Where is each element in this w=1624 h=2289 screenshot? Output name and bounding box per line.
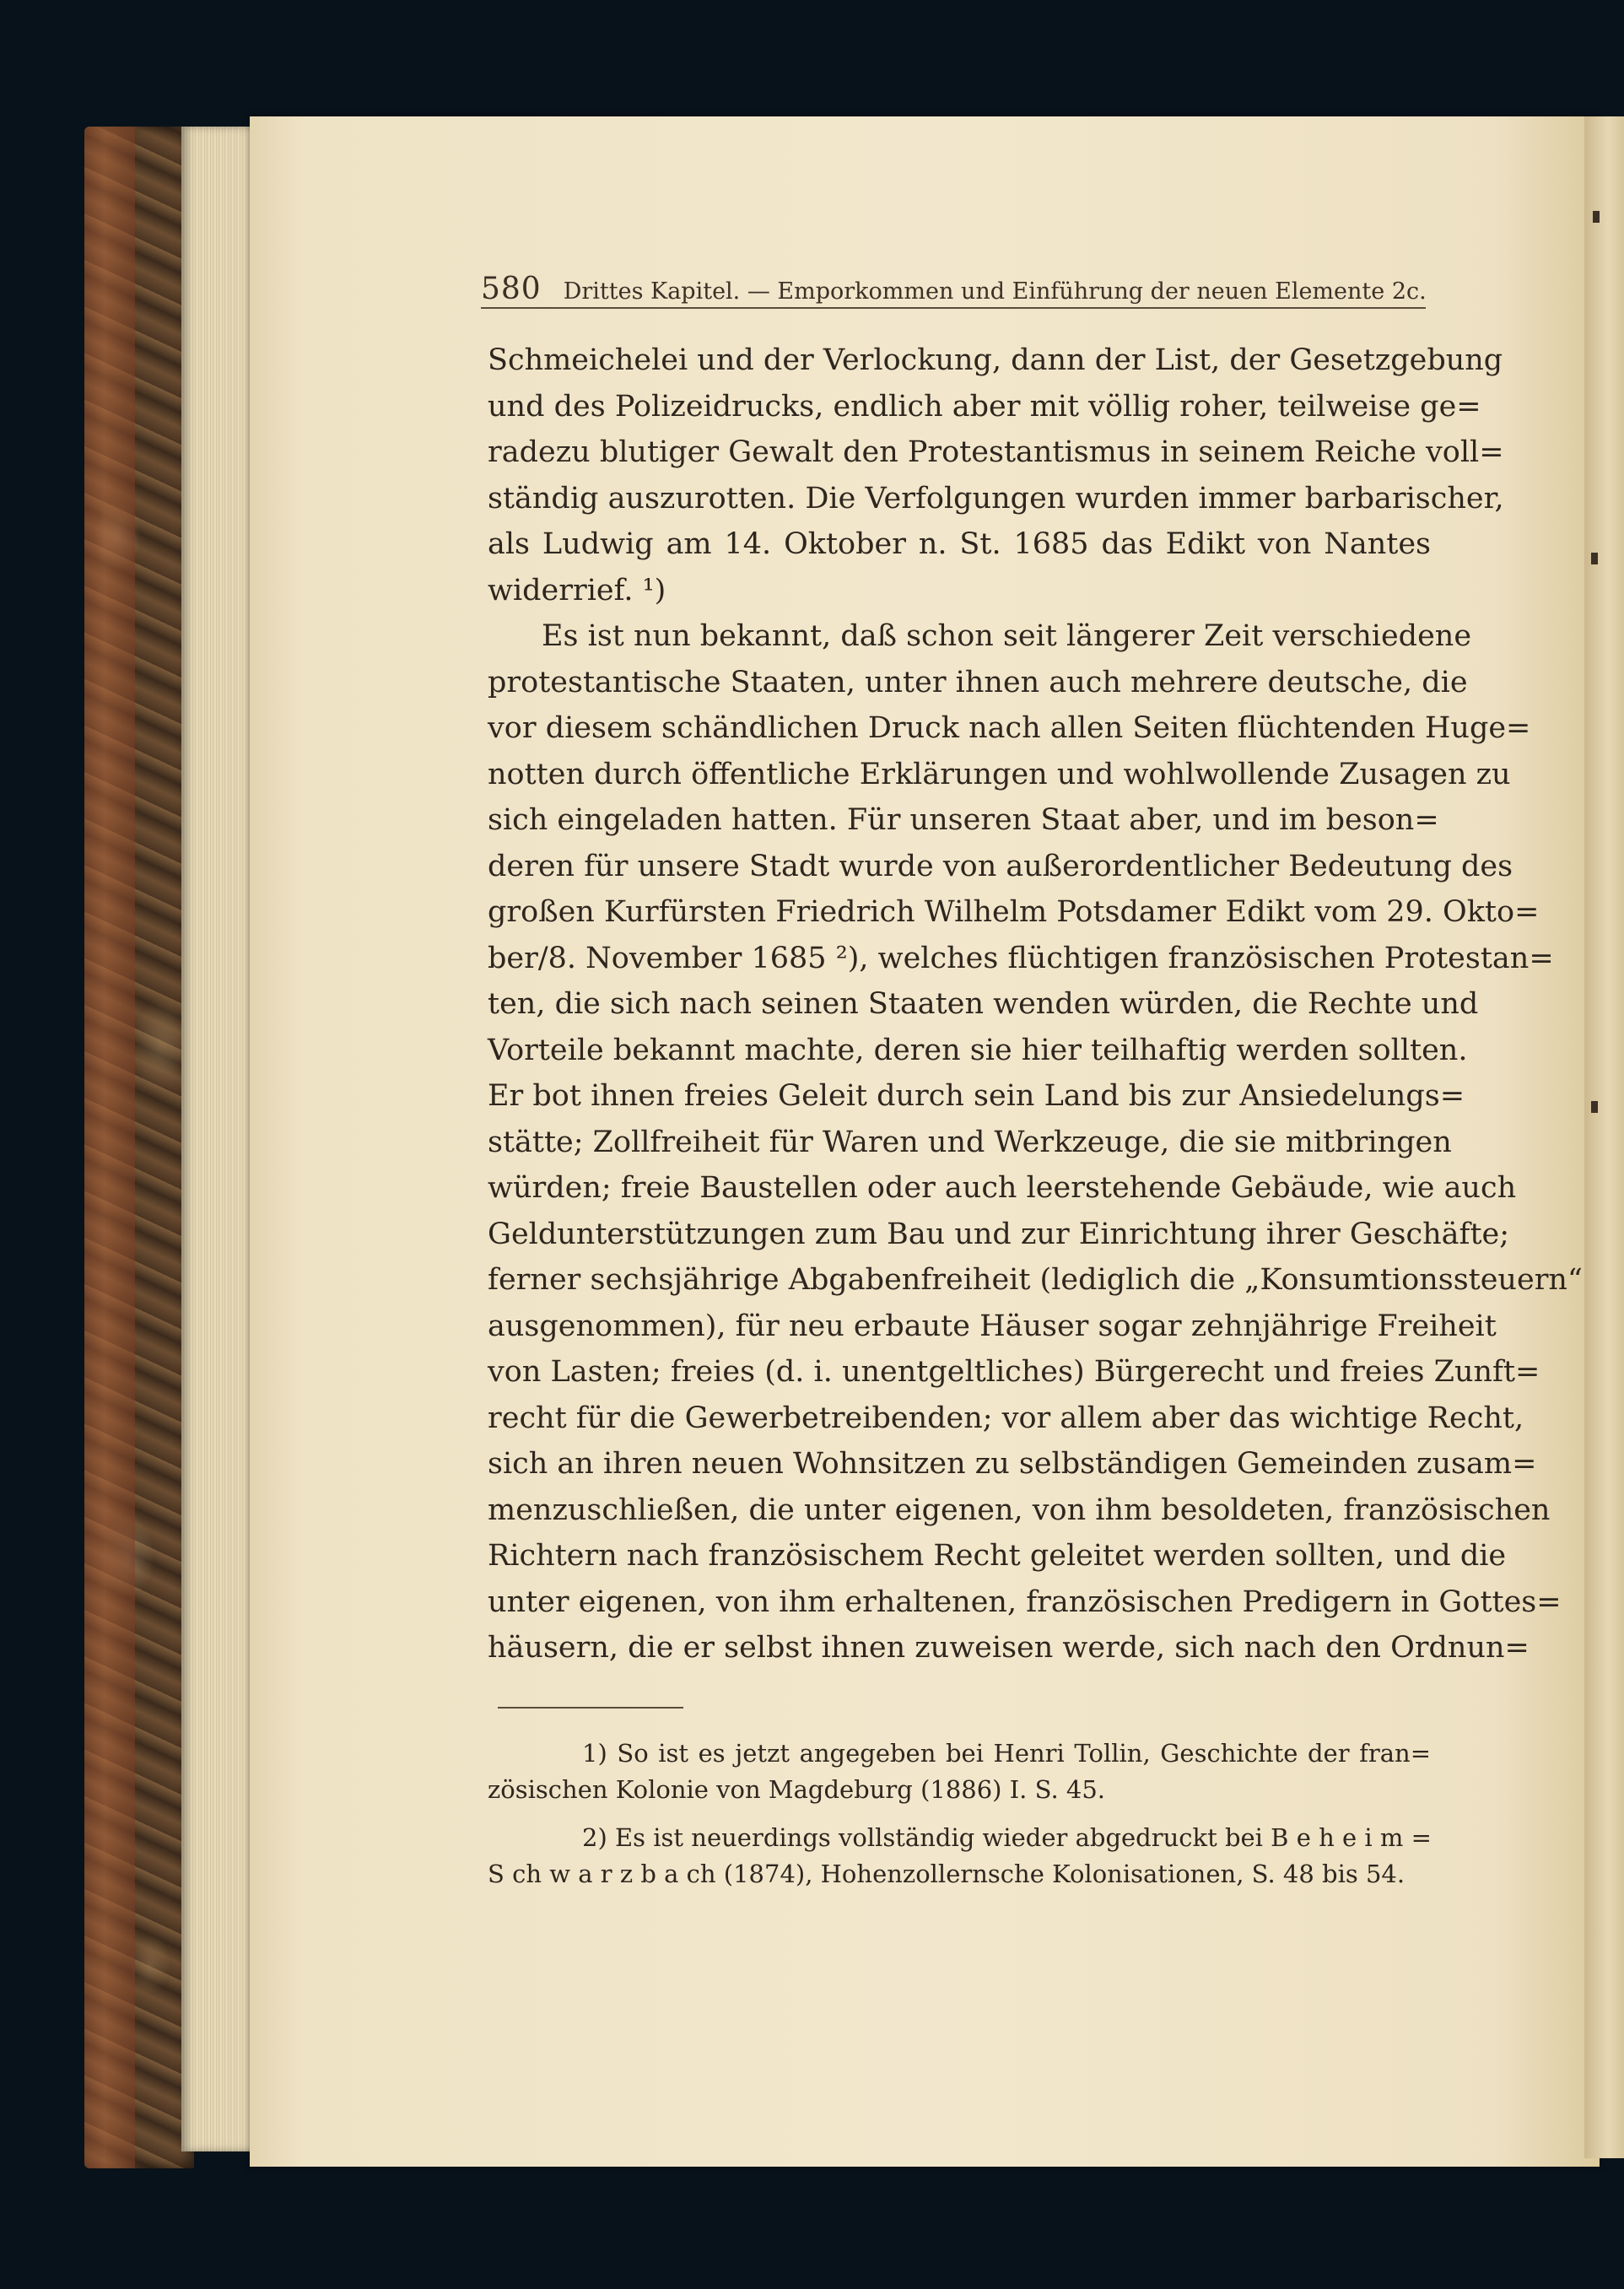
edge-mark <box>1591 553 1598 564</box>
running-header <box>481 272 1426 309</box>
text-line: Vorteile bekannt machte, deren sie hier teilhaftig werden sollten. <box>488 1033 1468 1067</box>
footnote-2-line-1: 2) Es ist neuerdings vollständig wieder abgedruckt bei B e h e i m = <box>582 1823 1432 1852</box>
footnote-1-line-2: zösischen Kolonie von Magdeburg (1886) I. S. 45. <box>488 1775 1105 1804</box>
text-line: ständig auszurotten. Die Verfolgungen wurden immer barbarischer, <box>488 481 1504 516</box>
text-line: stätte; Zollfreiheit für Waren und Werkzeuge, die sie mitbringen <box>488 1125 1452 1159</box>
footnote-2-line-2: S ch w a r z b a ch (1874), Hohenzollernsche Kolonisationen, S. 48 bis 54. <box>488 1860 1405 1888</box>
text-line: notten durch öffentliche Erklärungen und wohlwollende Zusagen zu <box>488 757 1511 791</box>
text-line: großen Kurfürsten Friedrich Wilhelm Potsdamer Edikt vom 29. Okto= <box>488 895 1540 929</box>
text-line: recht für die Gewerbetreibenden; vor allem aber das wichtige Recht, <box>488 1401 1524 1435</box>
text-line: ferner sechsjährige Abgabenfreiheit (lediglich die „Konsumtionssteuern“ <box>488 1263 1583 1297</box>
running-title: Drittes Kapitel. — Emporkommen und Einführung der neuen Elemente 2c. <box>563 278 1427 305</box>
text-line: von Lasten; freies (d. i. unentgeltliches) Bürgerecht und freies Zunft= <box>488 1355 1540 1389</box>
text-line: vor diesem schändlichen Druck nach allen Seiten flüchtenden Huge= <box>488 711 1531 745</box>
text-line: und des Polizeidrucks, endlich aber mit völlig roher, teilweise ge= <box>488 389 1481 424</box>
cover-leather-edge <box>84 127 135 2168</box>
text-line: als Ludwig am 14. Oktober n. St. 1685 das Edikt von Nantes <box>488 527 1431 561</box>
paragraph-start-line: Es ist nun bekannt, daß schon seit längerer Zeit verschiedene <box>542 619 1472 653</box>
text-line: deren für unsere Stadt wurde von außerordentlicher Bedeutung des <box>488 849 1513 883</box>
page-edges <box>181 127 257 2151</box>
text-line: Schmeichelei und der Verlockung, dann der List, der Gesetzgebung <box>488 343 1503 377</box>
text-line: radezu blutiger Gewalt den Protestantismus in seinem Reiche voll= <box>488 435 1504 469</box>
text-line: ber/8. November 1685 ²), welches flüchtigen französischen Protestan= <box>488 941 1554 975</box>
text-line: Er bot ihnen freies Geleit durch sein Land bis zur Ansiedelungs= <box>488 1079 1465 1113</box>
text-line: Richtern nach französischem Recht geleitet werden sollten, und die <box>488 1539 1507 1573</box>
footnote-rule <box>498 1707 683 1709</box>
text-line: ten, die sich nach seinen Staaten wenden würden, die Rechte und <box>488 987 1479 1021</box>
text-line: würden; freie Baustellen oder auch leerstehende Gebäude, wie auch <box>488 1171 1517 1205</box>
edge-mark <box>1591 1101 1598 1113</box>
page-number: 580 <box>481 272 542 306</box>
body-text <box>488 337 1583 1671</box>
text-line: sich an ihren neuen Wohnsitzen zu selbständigen Gemeinden zusam= <box>488 1447 1537 1481</box>
page-gutter <box>1584 116 1624 2158</box>
text-line: menzuschließen, die unter eigenen, von ihm besoldeten, französischen <box>488 1493 1551 1527</box>
text-line: Geldunterstützungen zum Bau und zur Einrichtung ihrer Geschäfte; <box>488 1217 1510 1251</box>
header-rule <box>481 307 1426 309</box>
text-line: protestantische Staaten, unter ihnen auch mehrere deutsche, die <box>488 665 1468 699</box>
text-line: sich eingeladen hatten. Für unseren Staat aber, und im beson= <box>488 803 1439 837</box>
footnote-1-line-1: 1) So ist es jetzt angegeben bei Henri Tollin, Geschichte der fran= <box>582 1739 1431 1768</box>
text-line: unter eigenen, von ihm erhaltenen, französischen Predigern in Gottes= <box>488 1584 1562 1619</box>
edge-mark <box>1593 211 1600 223</box>
footnotes <box>488 1736 1431 1892</box>
text-line: ausgenommen), für neu erbaute Häuser sogar zehnjährige Freiheit <box>488 1309 1497 1343</box>
text-line: widerrief. ¹) <box>488 573 666 607</box>
text-line: häusern, die er selbst ihnen zuweisen werde, sich nach den Ordnun= <box>488 1631 1530 1665</box>
